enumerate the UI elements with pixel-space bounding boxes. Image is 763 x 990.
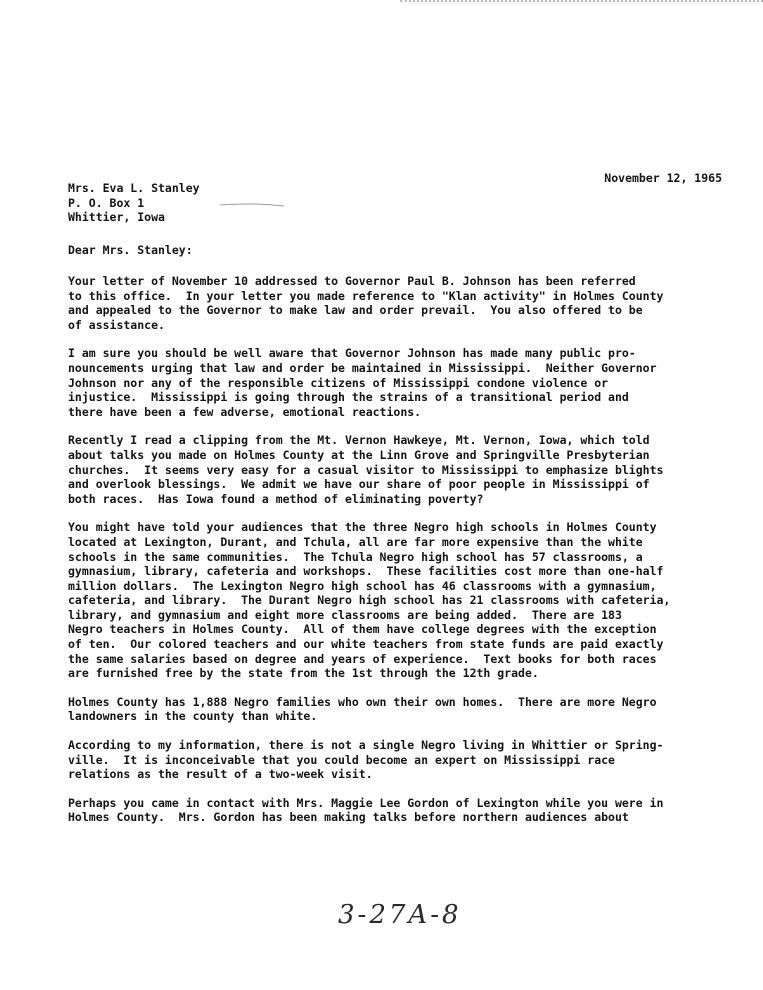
paragraph-line: to this office. In your letter you made reference to "Klan activity" in Holmes County xyxy=(68,288,664,303)
paragraph-line: Recently I read a clipping from the Mt. Vernon Hawkeye, Mt. Vernon, Iowa, which told xyxy=(68,433,650,448)
archive-handwritten-mark: 3-27A-8 xyxy=(338,900,462,930)
paragraph-line: both races. Has Iowa found a method of eliminating poverty? xyxy=(68,491,484,506)
paragraph-line: injustice. Mississippi is going through the strains of a transitional period and xyxy=(68,390,629,405)
paragraph-line: million dollars. The Lexington Negro high school has 46 classrooms with a gymnasium, xyxy=(68,578,657,593)
paragraph-2 xyxy=(68,346,728,419)
paragraph-line: nouncements urging that law and order be maintained in Mississippi. Neither Governor xyxy=(68,360,657,375)
paragraph-3 xyxy=(68,433,728,506)
paragraph-line: and appealed to the Governor to make law and order prevail. You also offered to be xyxy=(68,303,643,318)
paragraph-line: landowners in the county than white. xyxy=(68,709,318,724)
paragraph-line: and overlook blessings. We admit we have our share of poor people in Mississippi of xyxy=(68,477,650,492)
recipient-address-line1: P. O. Box 1 xyxy=(68,195,145,210)
paragraph-line: located at Lexington, Durant, and Tchula, all are far more expensive than the white xyxy=(68,534,643,549)
paragraph-line: there have been a few adverse, emotional reactions. xyxy=(68,404,422,419)
paragraph-line: gymnasium, library, cafeteria and workshops. These facilities cost more than one-half xyxy=(68,564,664,579)
paragraph-line: ville. It is inconceivable that you could become an expert on Mississippi race xyxy=(68,752,615,767)
letter-date: November 12, 1965 xyxy=(604,171,722,185)
paragraph-line: relations as the result of a two-week visit. xyxy=(68,767,373,782)
page-edge-dots xyxy=(400,0,763,2)
paragraph-line: the same salaries based on degree and years of experience. Text books for both races xyxy=(68,651,657,666)
paragraph-line: are furnished free by the state from the 1st through the 12th grade. xyxy=(68,666,539,681)
paragraph-line: of assistance. xyxy=(68,317,165,332)
paragraph-line: schools in the same communities. The Tchula Negro high school has 57 classrooms, a xyxy=(68,549,643,564)
paragraph-1 xyxy=(68,274,728,332)
paragraph-line: of ten. Our colored teachers and our white teachers from state funds are paid exactly xyxy=(68,637,664,652)
paragraph-line: cafeteria, and library. The Durant Negro high school has 21 classrooms with cafeteria, xyxy=(68,593,671,608)
recipient-address-line2: Whittier, Iowa xyxy=(68,210,165,225)
recipient-address xyxy=(68,181,200,225)
paragraph-line: You might have told your audiences that the three Negro high schools in Holmes County xyxy=(68,520,657,535)
salutation: Dear Mrs. Stanley: xyxy=(68,243,193,257)
paragraph-line: library, and gymnasium and eight more classrooms are being added. There are 183 xyxy=(68,607,622,622)
paragraph-7 xyxy=(68,796,728,825)
paragraph-line: I am sure you should be well aware that Governor Johnson has made many public pro- xyxy=(68,346,636,361)
paragraph-line: Your letter of November 10 addressed to Governor Paul B. Johnson has been referred xyxy=(68,274,636,288)
paragraph-line: Negro teachers in Holmes County. All of them have college degrees with the exception xyxy=(68,622,657,637)
recipient-name: Mrs. Eva L. Stanley xyxy=(68,181,200,195)
paragraph-line: about talks you made on Holmes County at the Linn Grove and Springville Presbyterian xyxy=(68,447,650,462)
paragraph-5 xyxy=(68,695,728,724)
paragraph-line: According to my information, there is not a single Negro living in Whittier or Spring- xyxy=(68,738,664,753)
paragraph-line: churches. It seems very easy for a casual visitor to Mississippi to emphasize blights xyxy=(68,462,664,477)
paragraph-4 xyxy=(68,520,728,681)
paragraph-line: Perhaps you came in contact with Mrs. Maggie Lee Gordon of Lexington while you were in xyxy=(68,795,664,810)
paragraph-line: Johnson nor any of the responsible citizens of Mississippi condone violence or xyxy=(68,375,609,390)
paragraph-line: Holmes County. Mrs. Gordon has been making talks before northern audiences about xyxy=(68,810,629,825)
pen-stroke-mark xyxy=(218,200,286,208)
paragraph-line: Holmes County has 1,888 Negro families who own their own homes. There are more Negro xyxy=(68,694,657,709)
letter-body xyxy=(68,274,728,839)
paragraph-6 xyxy=(68,738,728,782)
